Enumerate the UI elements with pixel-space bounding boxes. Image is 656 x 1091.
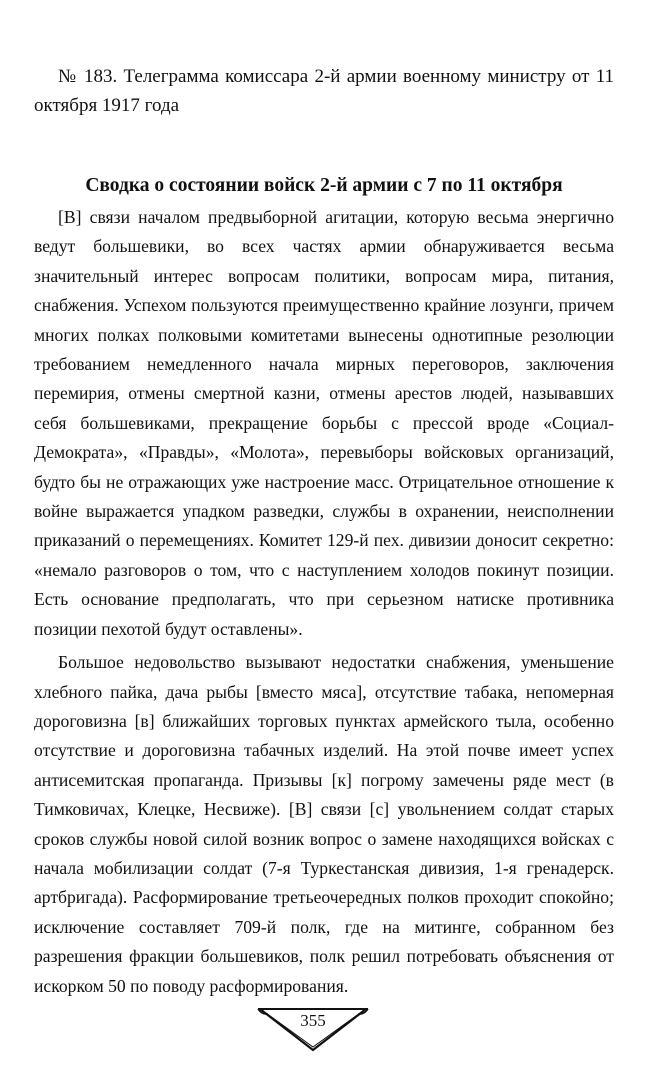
body-text <box>34 203 614 1005</box>
paragraph-2: Большое недовольство вызывают недостатки снабжения, уменьшение хлебного пайка, дача рыбы [вместо мяса], отсутствие табака, непомерная дороговизна [в] ближайших торговых пунктах армейского тыла, особенно отсутствие и дороговизна табачных изделий. На этой почве имеет успех антисемитская пропаганда. Призывы [к] погрому замечены ряде мест (в Тимковичах, Клецке, Несвиже). [В] связи [с] увольнением солдат старых сроков службы новой силой возник вопрос о замене находящихся войсках с начала мобилизации солдат (7-я Туркестанская дивизия, 1-я гренадерск. артбригада). Расформирование третьеочередных полков проходит спокойно; исключение составляет 709-й полк, где на митинге, собранном без разрешения фракции большевиков, полк решил потребовать объяснения от искорком 50 по поводу расформирования. <box>34 652 614 996</box>
paragraph-1: [В] связи началом предвыборной агитации, которую весьма энергично ведут большевики, во всех частях армии обнаруживается весьма значительный интерес вопросам политики, вопросам мира, питания, снабжения. Успехом пользуются преимущественно крайние лозунги, причем многих полках полковыми комитетами вынесены однотипные резолюции требованием немедленного начала мирных переговоров, заключения перемирия, отмены смертной казни, отмены арестов людей, называвших себя большевиками, прекращение борьбы с прессой вроде «Социал-Демократа», «Правды», «Молота», перевыборы войсковых организаций, будто бы не отражающих уже настроение масс. Отрицательное отношение к войне выражается упадком разведки, службы в охранении, неисполнении приказаний о перемещениях. Комитет 129-й пех. дивизии доносит секретно: «немало разговоров о том, что с наступлением холодов покинут позиции. Есть основание предполагать, что при серьезном натиске противника позиции пехотой будут оставлены». <box>34 207 614 639</box>
section-heading: Сводка о состоянии войск 2-й армии с 7 по 11 октября <box>85 175 563 196</box>
document-title: № 183. Телеграмма комиссара 2-й армии военному министру от 11 октября 1917 года <box>34 66 614 116</box>
page-number: 355 <box>300 1011 326 1030</box>
